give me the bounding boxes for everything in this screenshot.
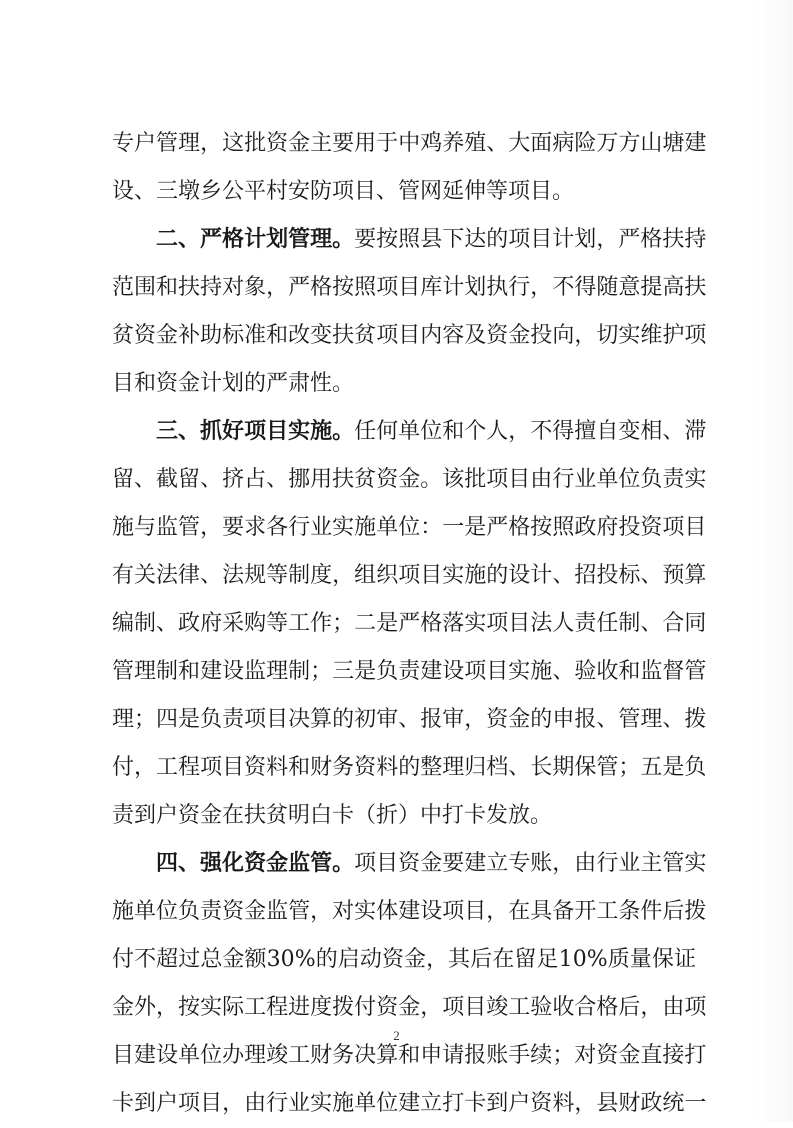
p2-line-1: 二 、 严 格 计 划 管 理 。 要 按 照 县 下 达 的 项 目 计 划 ， 严 格 扶 持 — [156, 227, 707, 252]
p3-line-7: 理 ； 四 是 负 责 项 目 决 算 的 初 审 、 报 审 ， 资 金 的 申 报 、 管 理 、 拨 — [112, 707, 707, 732]
page-number: 2 — [393, 1028, 400, 1043]
p2-line-4: 目和资金计划的严肃性。 — [112, 371, 355, 396]
p3-line-6: 管 理 制 和 建 设 监 理 制 ； 三 是 负 责 建 设 项 目 实 施 、 验 收 和 监 督 管 — [112, 659, 707, 684]
p4-line-5: 目 建 设 单 位 办 理 竣 工 财 务 决 算 和 申 请 报 账 手 续 ； 对 资 金 直 接 打 — [112, 1043, 707, 1068]
p4-line-2: 施 单 位 负 责 资 金 监 管 ， 对 实 体 建 设 项 目 ， 在 具 备 开 工 条 件 后 拨 — [112, 899, 707, 924]
p3-line-1: 三 、 抓 好 项 目 实 施 。 任 何 单 位 和 个 人 ， 不 得 擅 自 变 相 、 滞 — [156, 419, 707, 444]
p2-line-3: 贫 资 金 补 助 标 准 和 改 变 扶 贫 项 目 内 容 及 资 金 投 向 ， 切 实 维 护 项 — [112, 323, 707, 348]
p4-line-1: 四 、 强 化 资 金 监 管 。 项 目 资 金 要 建 立 专 账 ， 由 行 业 主 管 实 — [156, 851, 707, 876]
p4-line-4: 金 外 ， 按 实 际 工 程 进 度 拨 付 资 金 ， 项 目 竣 工 验 收 合 格 后 ， 由 项 — [112, 995, 707, 1020]
scan-edge-shade — [753, 0, 793, 1122]
p1-line-2: 设、三墩乡公平村安防项目、管网延伸等项目。 — [112, 179, 575, 204]
p3-line-9: 责到户资金在扶贫明白卡（折）中打卡发放。 — [112, 803, 553, 828]
p3-line-2: 留 、 截 留 、 挤 占 、 挪 用 扶 贫 资 金 。 该 批 项 目 由 行 业 单 位 负 责 实 — [112, 467, 707, 492]
p3-line-5: 编 制 、 政 府 采 购 等 工 作 ； 二 是 严 格 落 实 项 目 法 人 责 任 制 、 合 同 — [112, 611, 707, 636]
p4-line-3: 付 不 超 过 总 金 额 3 0 % 的 启 动 资 金 ， 其 后 在 留 足 1 0 % 质 量 保 证 — [112, 947, 696, 972]
document-body — [112, 120, 707, 1128]
p2-line-2: 范 围 和 扶 持 对 象 ， 严 格 按 照 项 目 库 计 划 执 行 ， 不 得 随 意 提 高 扶 — [112, 275, 707, 300]
p1-line-1: 专 户 管 理 ， 这 批 资 金 主 要 用 于 中 鸡 养 殖 、 大 面 病 险 万 方 山 塘 建 — [112, 131, 707, 156]
p3-line-3: 施 与 监 管 ， 要 求 各 行 业 实 施 单 位 ： 一 是 严 格 按 照 政 府 投 资 项 目 — [112, 515, 707, 540]
p3-line-4: 有 关 法 律 、 法 规 等 制 度 ， 组 织 项 目 实 施 的 设 计 、 招 投 标 、 预 算 — [112, 563, 707, 588]
p4-line-6: 卡 到 户 项 目 ， 由 行 业 实 施 单 位 建 立 打 卡 到 户 资 料 ， 县 财 政 统 一 — [112, 1091, 707, 1116]
p3-line-8: 付 ， 工 程 项 目 资 料 和 财 务 资 料 的 整 理 归 档 、 长 期 保 管 ； 五 是 负 — [112, 755, 707, 780]
